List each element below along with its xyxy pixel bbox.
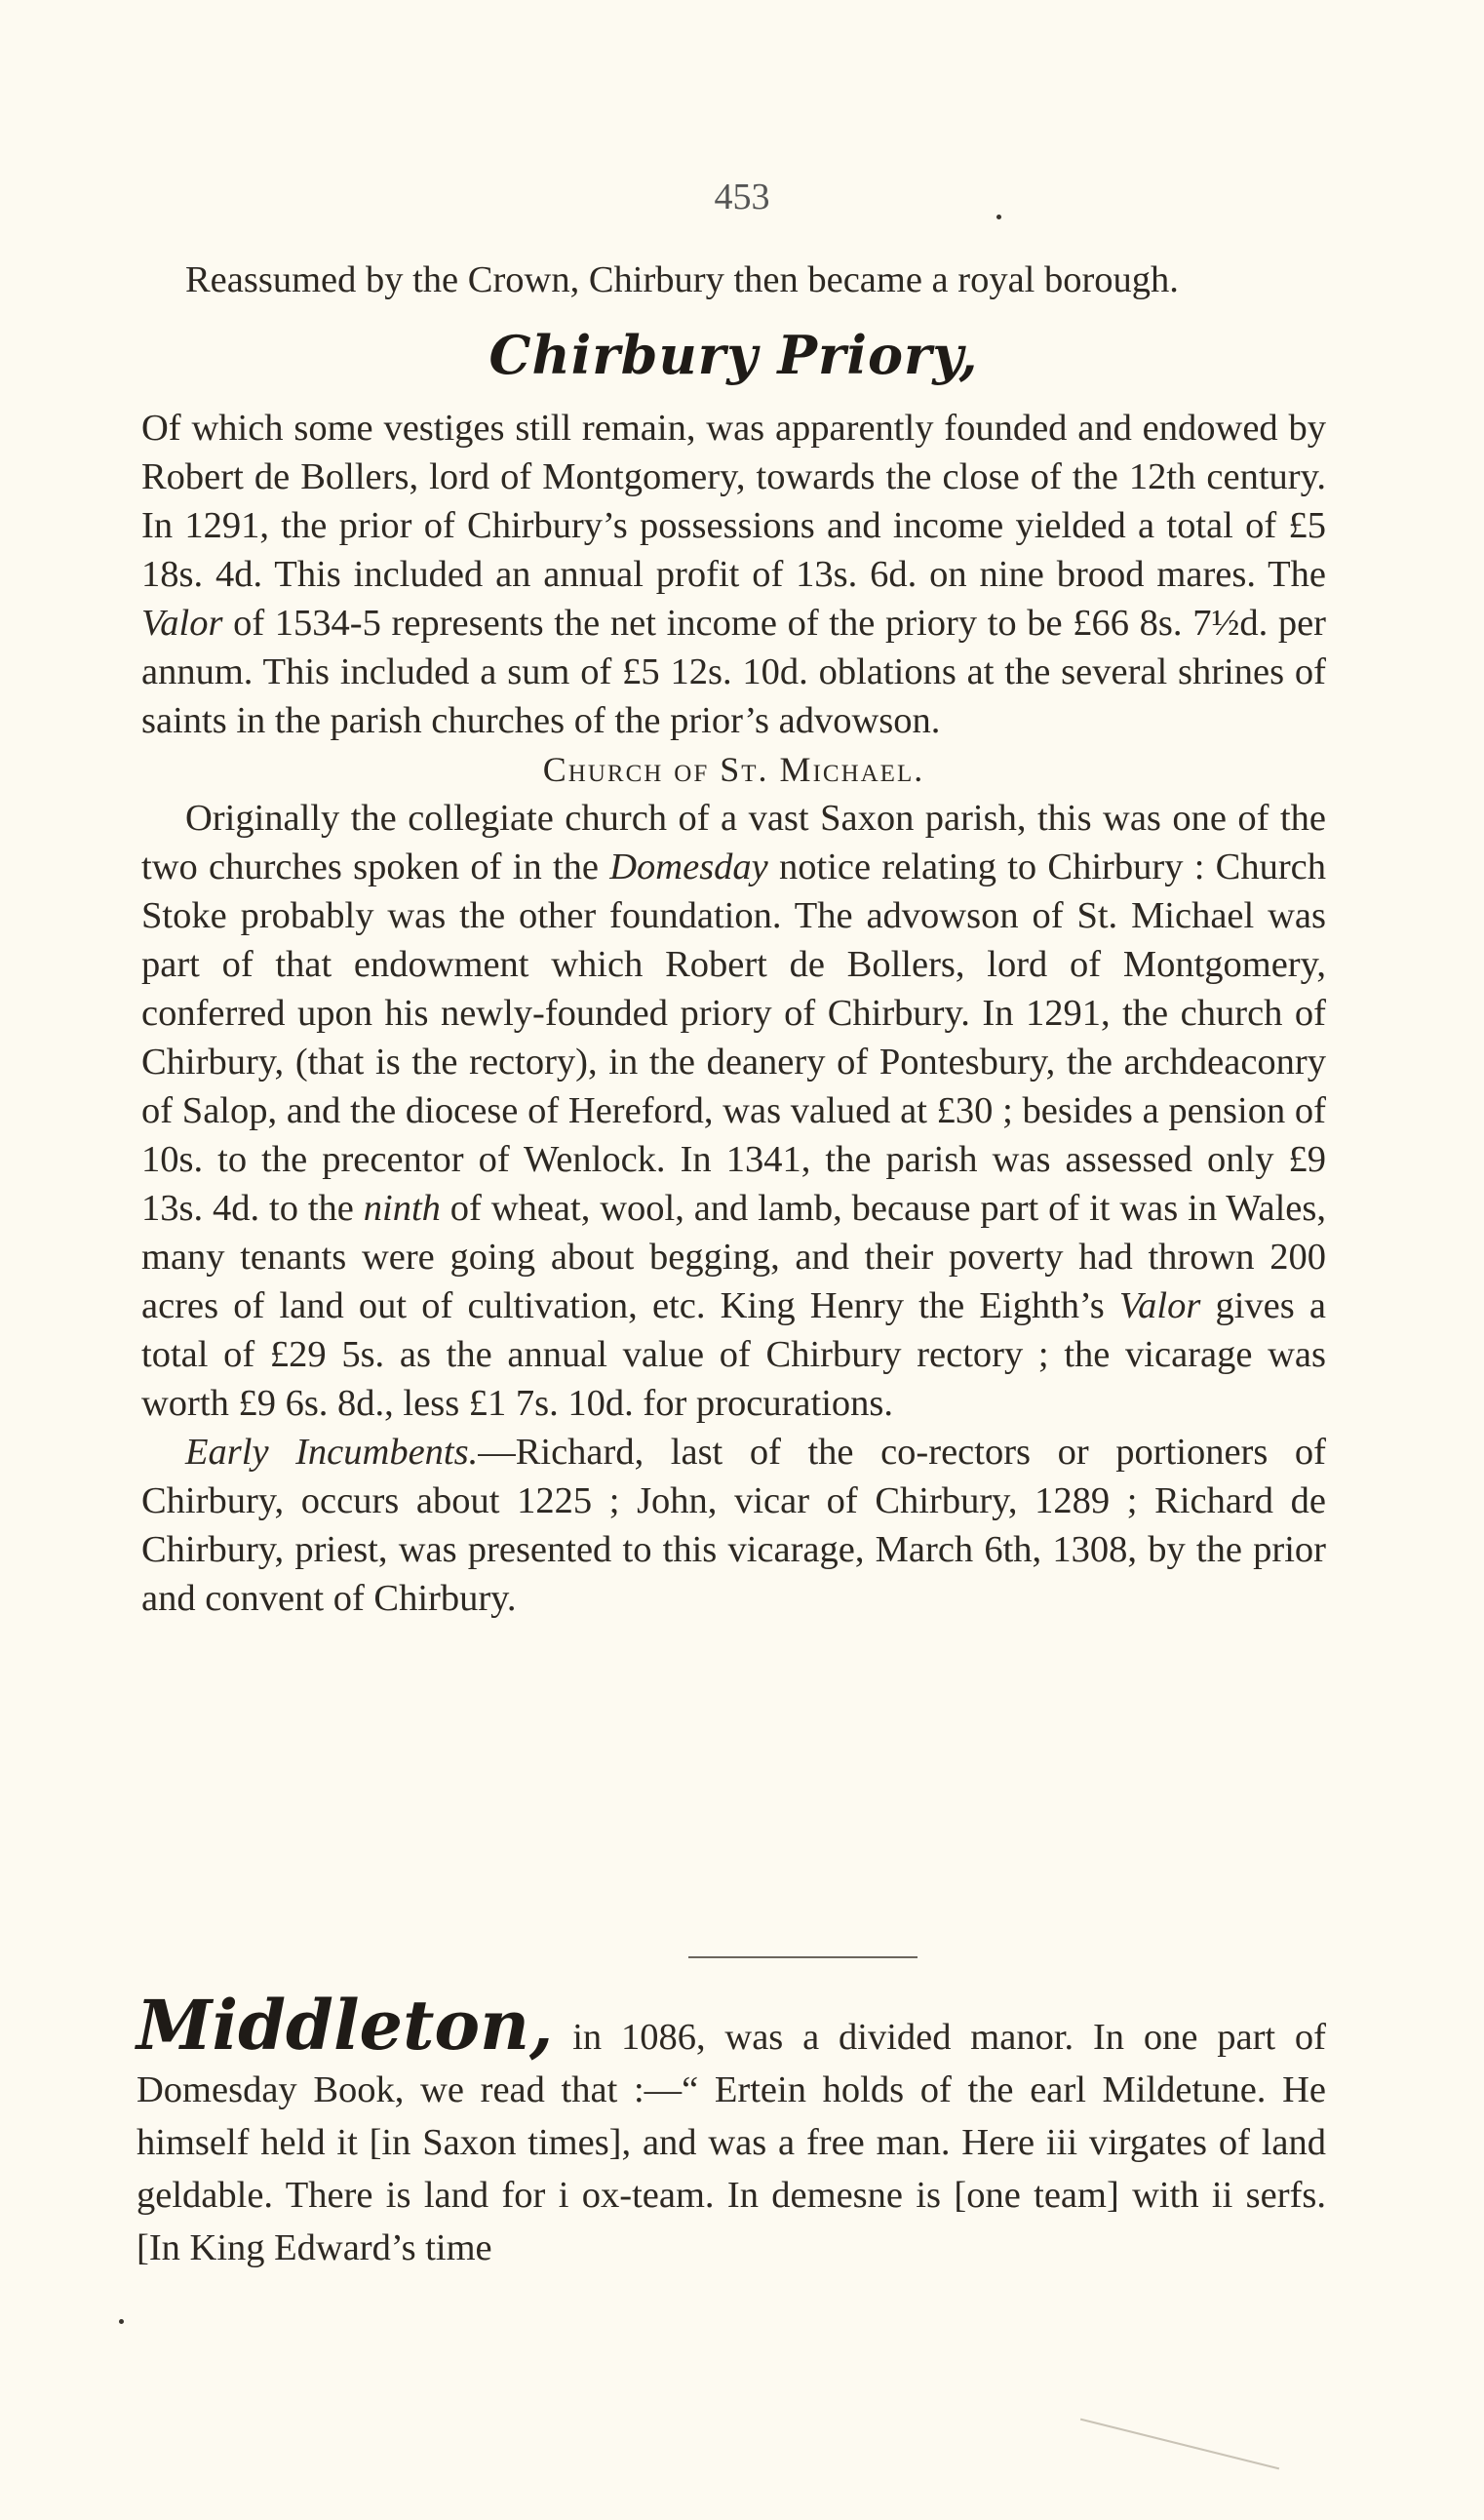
main-text-column: [141, 256, 1326, 1623]
middleton-text: in 1086, was a divided manor. In one part of Domesday Book, we read that :—“ Ertein holds of the earl Mildetune. He himself held it [in Saxon times], and was a free man. Here iii virgates of land geldable. There is land for i ox-team. In demesne is [one team] with ii serfs. [In King Edward’s time: [137, 2017, 1326, 2268]
priory-text-2: of 1534-5 represents the net income of the priory to be £66 8s. 7½d. per annum. This included a sum of £5 12s. 10d. oblations at the several shrines of saints in the parish churches of the prior’s advowson.: [141, 603, 1326, 741]
intro-paragraph: Reassumed by the Crown, Chirbury then became a royal borough.: [185, 259, 1179, 300]
page-number: 453: [714, 177, 770, 217]
incumbents-label: Early Incumbents.: [185, 1432, 479, 1473]
page-smudge: [1080, 2419, 1279, 2470]
priory-paragraph: [141, 404, 1326, 745]
church-paragraph: [141, 794, 1326, 1428]
church-text-4: gives a total of £29 5s. as the annual value of Chirbury rectory ; the vicarage was worth £9 6s. 8d., less £1 7s. 10d. for procurations.: [141, 1285, 1326, 1424]
ink-speck: [119, 2319, 124, 2324]
church-text-1: Originally the collegiate church of a vast Saxon parish, this was one of the two churches spoken of in the: [141, 798, 1326, 887]
incumbents-paragraph: [141, 1428, 1326, 1623]
valor-italic: Valor: [141, 603, 223, 644]
middleton-paragraph: [137, 1985, 1326, 2274]
church-text-2: notice relating to Chirbury : Church Stoke probably was the other foundation. The advowson of St. Michael was part of that endowment which Robert de Bollers, lord of Montgomery, conferred upon his newly-founded priory of Chirbury. In 1291, the church of Chirbury, (that is the rectory), in the deanery of Pontesbury, the archdeaconry of Salop, and the diocese of Hereford, was valued at £30 ; besides a pension of 10s. to the precentor of Wenlock. In 1341, the parish was assessed only £9 13s. 4d. to the: [141, 847, 1326, 1229]
section-divider: [688, 1956, 918, 1958]
ninth-italic: ninth: [363, 1188, 441, 1229]
domesday-italic: Domesday: [609, 847, 768, 887]
church-text-3: of wheat, wool, and lamb, because part of it was in Wales, many tenants were going about begging, and their poverty had thrown 200 acres of land out of cultivation, etc. King Henry the Eighth’s: [141, 1188, 1326, 1326]
valor-italic-2: Valor: [1118, 1285, 1201, 1326]
priory-heading: Chirbury Priory,: [488, 324, 979, 386]
church-heading: Church of St. Michael.: [542, 750, 925, 789]
ink-speck: [996, 215, 1001, 219]
middleton-dropcap: Middleton,: [137, 1985, 554, 2066]
priory-text-1: Of which some vestiges still remain, was apparently founded and endowed by Robert de Bollers, lord of Montgomery, towards the close of the 12th century. In 1291, the prior of Chirbury’s possessions and income yielded a total of £5 18s. 4d. This included an annual profit of 13s. 6d. on nine brood mares. The: [141, 408, 1326, 595]
incumbents-text: —Richard, last of the co-rectors or portioners of Chirbury, occurs about 1225 ; John, vicar of Chirbury, 1289 ; Richard de Chirbury, priest, was presented to this vicarage, March 6th, 1308, by the prior and convent of Chirbury.: [141, 1432, 1326, 1619]
